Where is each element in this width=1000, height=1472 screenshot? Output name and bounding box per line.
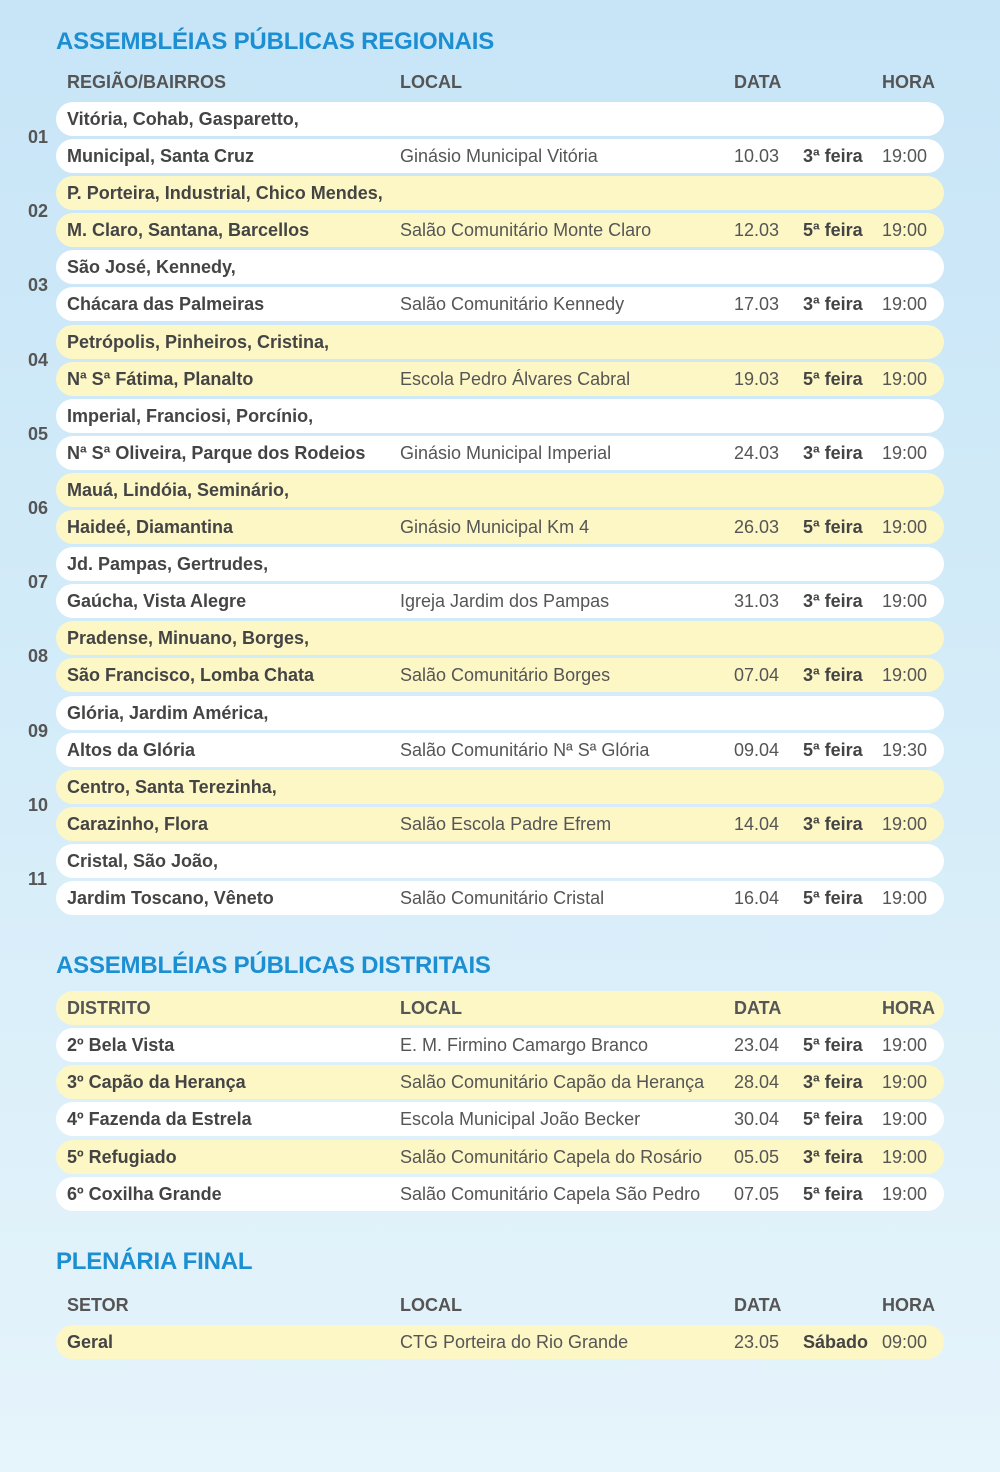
header-regiao: REGIÃO/BAIRROS: [67, 72, 227, 92]
local-cell: Salão Comunitário Kennedy: [400, 294, 625, 314]
bairros-line-2: M. Claro, Santana, Barcellos: [67, 220, 310, 240]
bairros-line-2: Nª Sª Oliveira, Parque dos Rodeios: [67, 443, 366, 463]
header-local: LOCAL: [400, 998, 462, 1018]
table-row: [56, 176, 944, 210]
table-row: [56, 844, 944, 878]
hora-cell: 19:30: [882, 740, 928, 760]
data-cell: 09.04: [734, 740, 780, 760]
local-cell: Escola Pedro Álvares Cabral: [400, 369, 631, 389]
header-data: DATA: [734, 1295, 782, 1315]
hora-cell: 19:00: [882, 888, 928, 908]
hora-cell: 19:00: [882, 294, 928, 314]
weekday-cell: 3ª feira: [803, 294, 863, 314]
table-row: [56, 1140, 944, 1174]
local-cell: Igreja Jardim dos Pampas: [400, 591, 610, 611]
weekday-cell: 5ª feira: [803, 369, 863, 389]
hora-cell: 19:00: [882, 146, 928, 166]
distritais-title: ASSEMBLÉIAS PÚBLICAS DISTRITAIS: [56, 952, 491, 979]
table-row: [56, 473, 944, 507]
bairros-line-2: Municipal, Santa Cruz: [67, 146, 255, 166]
weekday-cell: 5ª feira: [803, 740, 863, 760]
local-cell: Ginásio Municipal Imperial: [400, 443, 612, 463]
bairros-line-2: Carazinho, Flora: [67, 814, 209, 834]
local-cell: Ginásio Municipal Vitória: [400, 146, 598, 166]
local-cell: CTG Porteira do Rio Grande: [400, 1332, 629, 1352]
weekday-cell: 3ª feira: [803, 591, 863, 611]
table-row: [56, 510, 944, 544]
data-cell: 14.04: [734, 814, 780, 834]
distritais-header: [56, 991, 944, 1025]
table-row: [56, 139, 944, 173]
header-distrito: DISTRITO: [67, 998, 151, 1018]
weekday-cell: 5ª feira: [803, 1184, 863, 1204]
header-local: LOCAL: [400, 72, 462, 92]
weekday-cell: Sábado: [803, 1332, 869, 1352]
data-cell: 19.03: [734, 369, 780, 389]
local-cell: Salão Comunitário Nª Sª Glória: [400, 740, 650, 760]
table-row: [56, 733, 944, 767]
bairros-line-1: Glória, Jardim América,: [67, 703, 269, 723]
hora-cell: 19:00: [882, 1109, 928, 1129]
distrito-cell: 2º Bela Vista: [67, 1035, 175, 1055]
bairros-line-1: Jd. Pampas, Gertrudes,: [67, 554, 269, 574]
region-number: 04: [28, 350, 49, 370]
data-cell: 16.04: [734, 888, 780, 908]
header-hora: HORA: [882, 72, 935, 92]
bairros-line-1: Pradense, Minuano, Borges,: [67, 628, 310, 648]
local-cell: E. M. Firmino Camargo Branco: [400, 1035, 649, 1055]
table-row: [56, 325, 944, 359]
weekday-cell: 5ª feira: [803, 517, 863, 537]
bairros-line-2: São Francisco, Lomba Chata: [67, 665, 315, 685]
header-hora: HORA: [882, 998, 935, 1018]
table-row: [56, 213, 944, 247]
bairros-line-2: Gaúcha, Vista Alegre: [67, 591, 247, 611]
table-row: [56, 362, 944, 396]
bairros-line-1: São José, Kennedy,: [67, 257, 236, 277]
local-cell: Escola Municipal João Becker: [400, 1109, 641, 1129]
distrito-cell: 4º Fazenda da Estrela: [67, 1109, 252, 1129]
hora-cell: 19:00: [882, 814, 928, 834]
region-number: 05: [28, 424, 49, 444]
data-cell: 24.03: [734, 443, 780, 463]
header-data: DATA: [734, 998, 782, 1018]
local-cell: Salão Comunitário Borges: [400, 665, 611, 685]
data-cell: 30.04: [734, 1109, 780, 1129]
bairros-line-1: P. Porteira, Industrial, Chico Mendes,: [67, 183, 383, 203]
local-cell: Ginásio Municipal Km 4: [400, 517, 590, 537]
local-cell: Salão Escola Padre Efrem: [400, 814, 612, 834]
table-row: [56, 807, 944, 841]
weekday-cell: 3ª feira: [803, 1147, 863, 1167]
local-cell: Salão Comunitário Cristal: [400, 888, 605, 908]
data-cell: 23.05: [734, 1332, 780, 1352]
data-cell: 31.03: [734, 591, 780, 611]
plenaria-header: [0, 1288, 1000, 1322]
data-cell: 12.03: [734, 220, 780, 240]
region-number: 09: [28, 721, 49, 741]
bairros-line-1: Vitória, Cohab, Gasparetto,: [67, 109, 299, 129]
table-row: [56, 621, 944, 655]
table-row: [56, 250, 944, 284]
hora-cell: 19:00: [882, 665, 928, 685]
table-row: [56, 399, 944, 433]
local-cell: Salão Comunitário Capão da Herança: [400, 1072, 705, 1092]
bairros-line-1: Mauá, Lindóia, Seminário,: [67, 480, 290, 500]
weekday-cell: 3ª feira: [803, 665, 863, 685]
table-row: [56, 696, 944, 730]
bairros-line-2: Chácara das Palmeiras: [67, 294, 265, 314]
hora-cell: 19:00: [882, 220, 928, 240]
hora-cell: 19:00: [882, 443, 928, 463]
hora-cell: 19:00: [882, 1072, 928, 1092]
data-cell: 07.05: [734, 1184, 780, 1204]
data-cell: 28.04: [734, 1072, 780, 1092]
data-cell: 07.04: [734, 665, 780, 685]
table-row: [56, 287, 944, 321]
table-row: [56, 1028, 944, 1062]
region-number: 02: [28, 201, 49, 221]
weekday-cell: 3ª feira: [803, 814, 863, 834]
hora-cell: 19:00: [882, 1184, 928, 1204]
weekday-cell: 3ª feira: [803, 1072, 863, 1092]
region-number: 10: [28, 795, 49, 815]
weekday-cell: 5ª feira: [803, 1035, 863, 1055]
data-cell: 10.03: [734, 146, 780, 166]
regionais-title: ASSEMBLÉIAS PÚBLICAS REGIONAIS: [56, 28, 495, 55]
bairros-line-1: Cristal, São João,: [67, 851, 219, 871]
bairros-line-2: Jardim Toscano, Vêneto: [67, 888, 274, 908]
header-setor: SETOR: [67, 1295, 129, 1315]
header-data: DATA: [734, 72, 782, 92]
data-cell: 05.05: [734, 1147, 780, 1167]
data-cell: 23.04: [734, 1035, 780, 1055]
data-cell: 26.03: [734, 517, 780, 537]
table-row: [56, 881, 944, 915]
region-number: 01: [28, 127, 49, 147]
weekday-cell: 5ª feira: [803, 888, 863, 908]
header-local: LOCAL: [400, 1295, 462, 1315]
hora-cell: 19:00: [882, 517, 928, 537]
hora-cell: 19:00: [882, 1147, 928, 1167]
setor-cell: Geral: [67, 1332, 114, 1352]
distrito-cell: 3º Capão da Herança: [67, 1072, 246, 1092]
weekday-cell: 3ª feira: [803, 443, 863, 463]
hora-cell: 09:00: [882, 1332, 928, 1352]
table-row: [56, 658, 944, 692]
table-row: [56, 584, 944, 618]
table-row: [56, 547, 944, 581]
weekday-cell: 3ª feira: [803, 146, 863, 166]
region-number: 08: [28, 646, 49, 666]
table-row: [56, 1065, 944, 1099]
hora-cell: 19:00: [882, 591, 928, 611]
region-number: 06: [28, 498, 49, 518]
hora-cell: 19:00: [882, 1035, 928, 1055]
table-row: [56, 1325, 944, 1359]
table-row: [56, 436, 944, 470]
table-row: [56, 770, 944, 804]
regionais-header: [0, 65, 1000, 99]
local-cell: Salão Comunitário Monte Claro: [400, 220, 652, 240]
bairros-line-1: Imperial, Franciosi, Porcínio,: [67, 406, 314, 426]
table-row: [56, 102, 944, 136]
distrito-cell: 6º Coxilha Grande: [67, 1184, 222, 1204]
region-number: 07: [28, 572, 49, 592]
local-cell: Salão Comunitário Capela São Pedro: [400, 1184, 701, 1204]
bairros-line-1: Centro, Santa Terezinha,: [67, 777, 277, 797]
hora-cell: 19:00: [882, 369, 928, 389]
plenaria-title: PLENÁRIA FINAL: [56, 1248, 253, 1275]
bairros-line-2: Altos da Glória: [67, 740, 196, 760]
local-cell: Salão Comunitário Capela do Rosário: [400, 1147, 703, 1167]
table-row: [56, 1177, 944, 1211]
weekday-cell: 5ª feira: [803, 1109, 863, 1129]
bairros-line-2: Haideé, Diamantina: [67, 517, 234, 537]
bairros-line-2: Nª Sª Fátima, Planalto: [67, 369, 254, 389]
distrito-cell: 5º Refugiado: [67, 1147, 177, 1167]
bairros-line-1: Petrópolis, Pinheiros, Cristina,: [67, 332, 330, 352]
region-number: 11: [28, 869, 48, 889]
region-number: 03: [28, 275, 49, 295]
header-hora: HORA: [882, 1295, 935, 1315]
data-cell: 17.03: [734, 294, 780, 314]
weekday-cell: 5ª feira: [803, 220, 863, 240]
table-row: [56, 1102, 944, 1136]
